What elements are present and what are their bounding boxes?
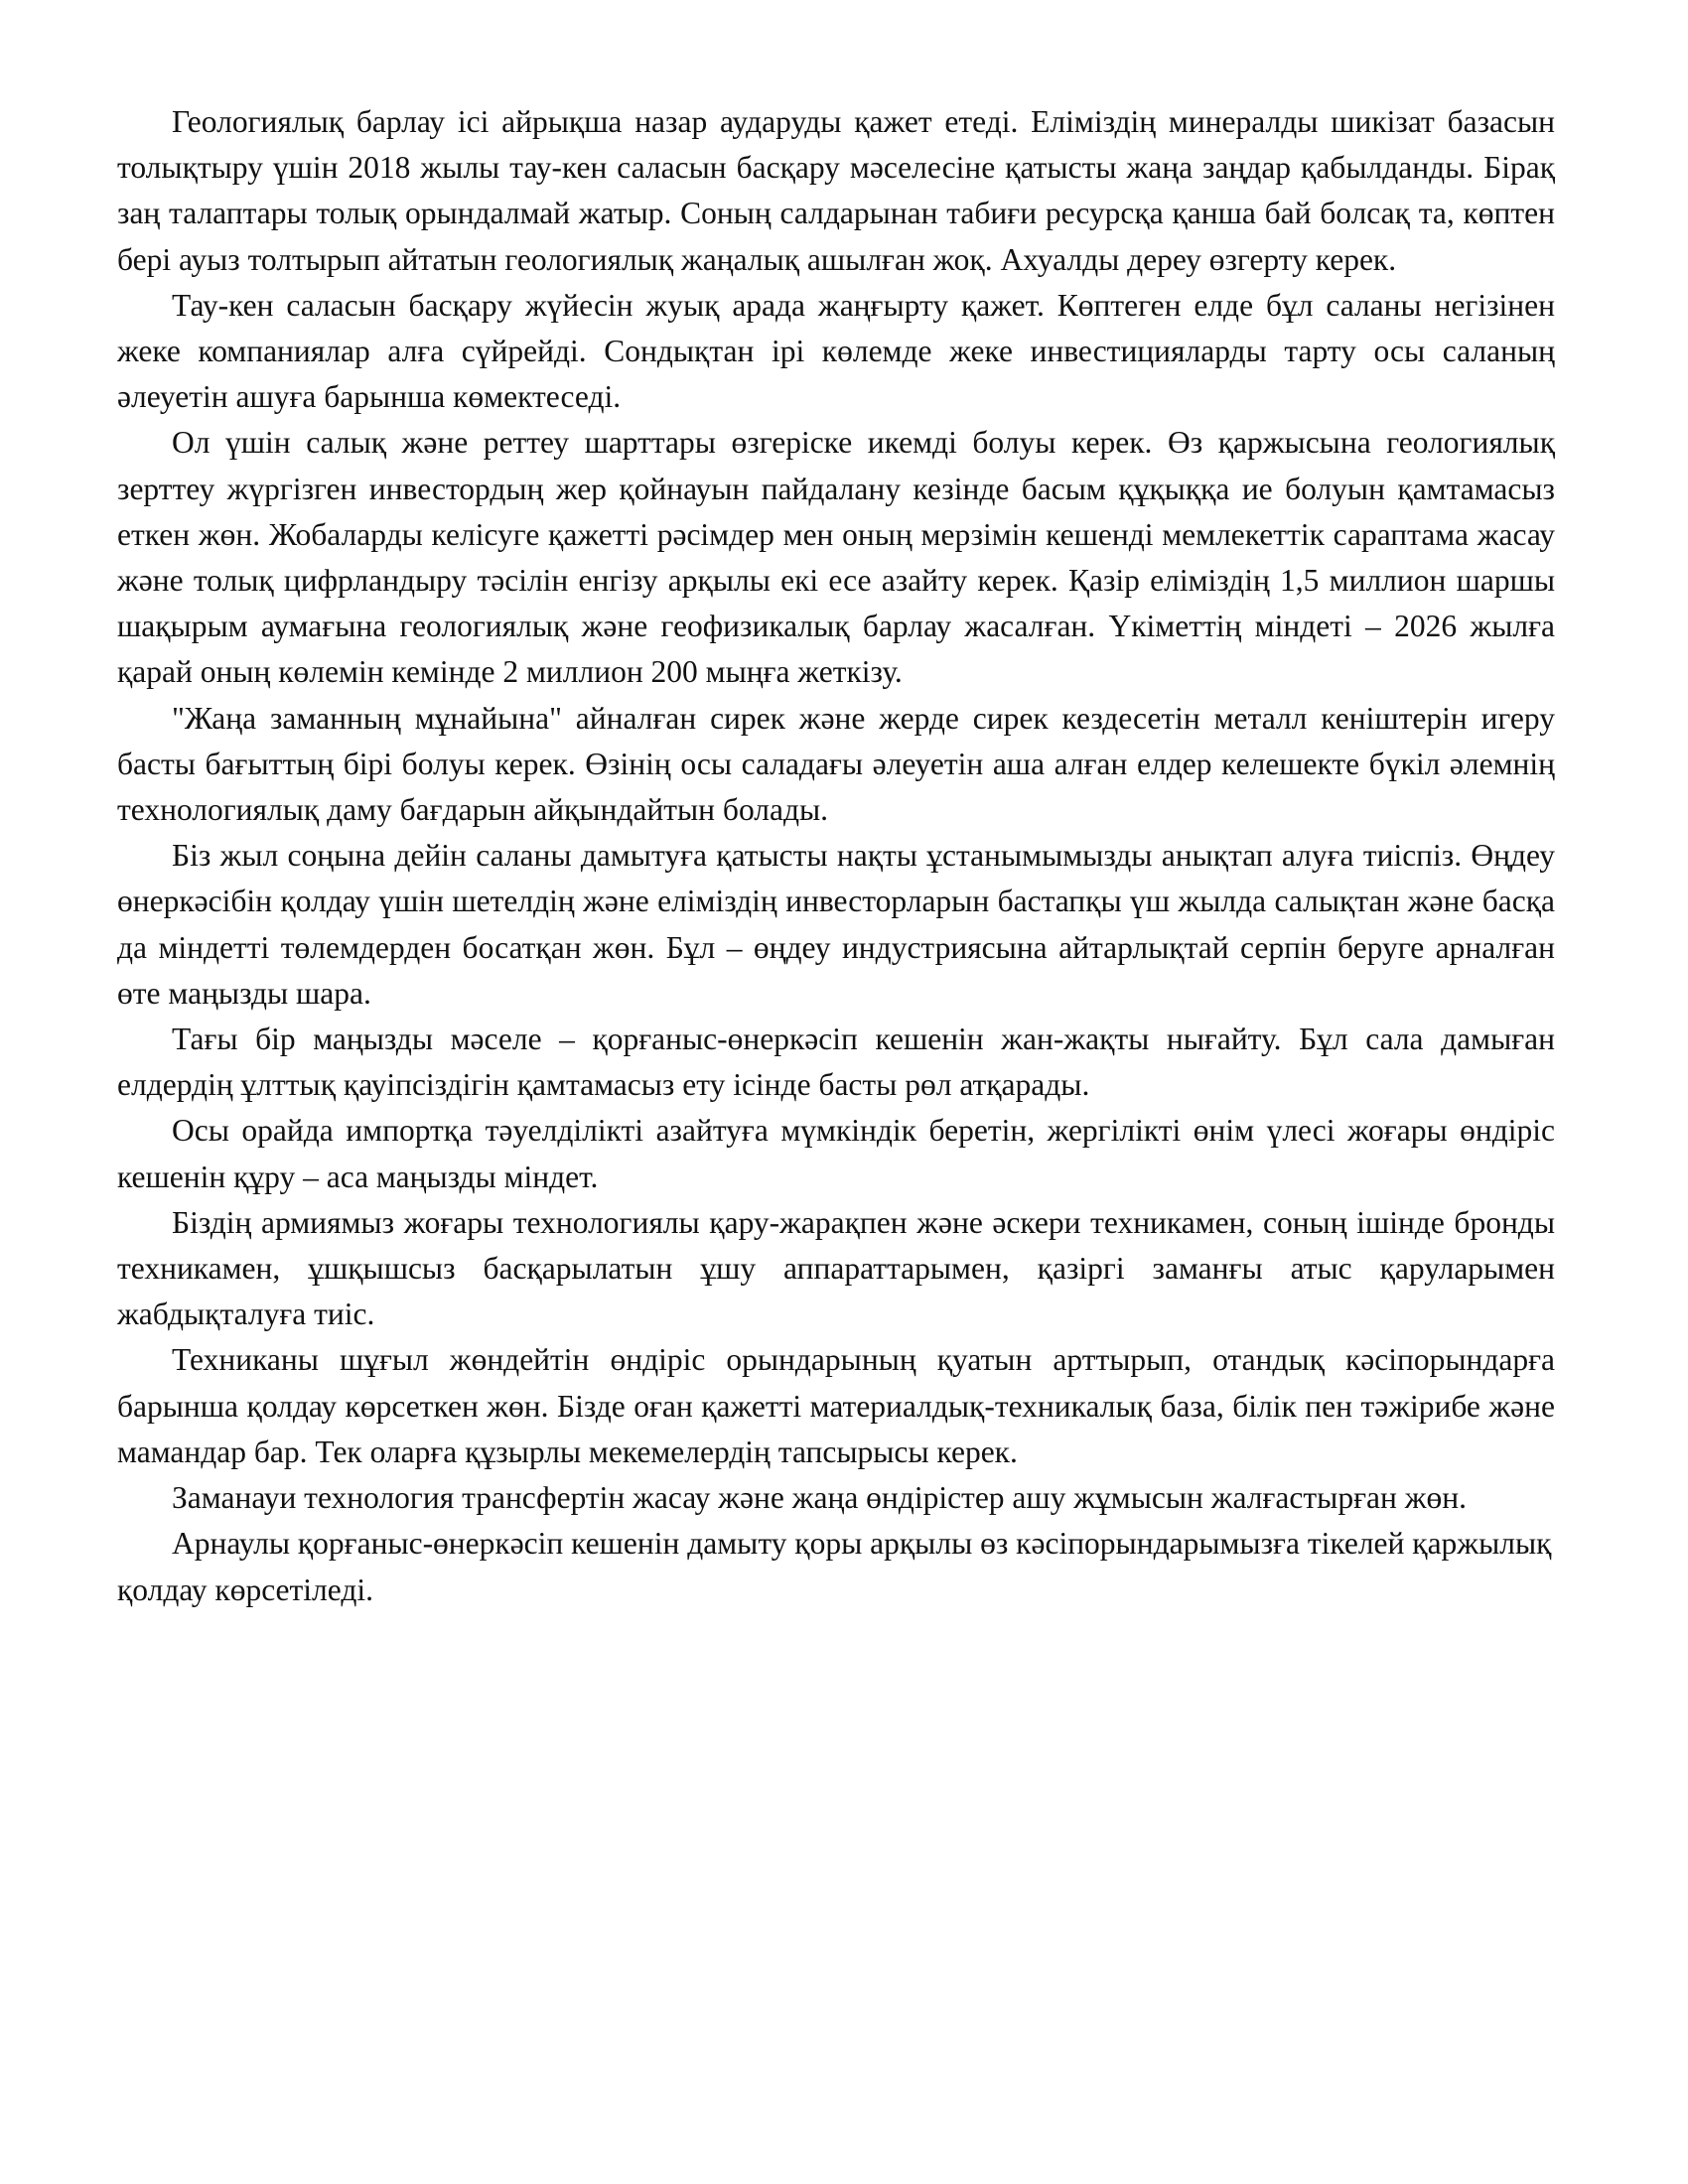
paragraph-tax-regulation: Ол үшін салық және реттеу шарттары өзгеріске икемді болуы керек. Өз қаржысына геологиялық зерттеу жүргізген инвестордың жер қойнауын пайдалану кезінде басым құқыққа ие болуын қамтамасыз еткен жөн. Жобаларды келісуге қажетті рәсімдер мен оның мерзімін кешенді мемлекеттік сараптама жасау және толық цифрландыру тәсілін енгізу арқылы екі есе азайту керек. Қазір еліміздің 1,5 миллион шаршы шақырым аумағына геологиялық және геофизикалық барлау жасалған. Үкіметтің міндеті – 2026 жылға қарай оның көлемін кемінде 2 миллион 200 мыңға жеткізу. [117, 425, 1555, 690]
paragraph-technology-transfer: Заманауи технология трансфертін жасау және жаңа өндірістер ашу жұмысын жалғастырған жөн. [172, 1480, 1467, 1516]
paragraph-mining-modernization: Тау-кен саласын басқару жүйесін жуық арада жаңғырту қажет. Көптеген елде бұл саланы негізінен жеке компаниялар алға сүйрейді. Сондықтан ірі көлемде жеке инвестицияларды тарту осы саланың әлеуетін ашуға барынша көмектеседі. [117, 287, 1555, 415]
paragraph-import-dependence: Осы орайда импортқа тәуелділікті азайтуға мүмкіндік беретін, жергілікті өнім үлесі жоғары өндіріс кешенін құру – аса маңызды міндет. [117, 1113, 1555, 1194]
paragraph-repair-capacity: Техниканы шұғыл жөндейтін өндіріс орындарының қуатын арттырып, отандық кәсіпорындарға барынша қолдау көрсеткен жөн. Бізде оған қажетті материалдық-техникалық база, білік пен тәжірибе және мамандар бар. Тек оларға құзырлы мекемелердің тапсырысы керек. [117, 1342, 1555, 1469]
paragraph-defense-industry: Тағы бір маңызды мәселе – қорғаныс-өнеркәсіп кешенін жан-жақты нығайту. Бұл сала дамыған елдердің ұлттық қауіпсіздігін қамтамасыз ету ісінде басты рөл атқарады. [117, 1022, 1555, 1103]
paragraph-processing-industry: Біз жыл соңына дейін саланы дамытуға қатысты нақты ұстанымымызды анықтап алуға тиіспіз. Өңдеу өнеркәсібін қолдау үшін шетелдің және еліміздің инвесторларын бастапқы үш жылда салықтан және басқа да міндетті төлемдерден босатқан жөн. Бұл – өңдеу индустриясына айтарлықтай серпін беруге арналған өте маңызды шара. [117, 838, 1555, 1011]
paragraph-army-equipment: Біздің армиямыз жоғары технологиялы қару-жарақпен және әскери техникамен, соның ішінде бронды техникамен, ұшқышсыз басқарылатын ұшу аппараттарымен, қазіргі заманғы атыс қаруларымен жабдықталуға тиіс. [117, 1204, 1555, 1332]
paragraph-geological-exploration: Геологиялық барлау ісі айрықша назар аударуды қажет етеді. Еліміздің минералды шикізат базасын толықтыру үшін 2018 жылы тау-кен саласын басқару мәселесіне қатысты жаңа заңдар қабылданды. Бірақ заң талаптары толық орындалмай жатыр. Соның салдарынан табиғи ресурсқа қанша бай болсақ та, көптен бері ауыз толтырып айтатын геологиялық жаңалық ашылған жоқ. Ахуалды дереу өзгерту керек. [117, 104, 1555, 277]
document-body [117, 99, 1555, 1613]
paragraph-rare-metals: "Жаңа заманның мұнайына" айналған сирек және жерде сирек кездесетін металл кеніштерін игеру басты бағыттың бірі болуы керек. Өзінің осы саладағы әлеуетін аша алған елдер келешекте бүкіл әлемнің технологиялық даму бағдарын айқындайтын болады. [117, 700, 1555, 828]
paragraph-development-fund: Арнаулы қорғаныс-өнеркәсіп кешенін дамыту қоры арқылы өз кәсіпорындарымызға тікелей қаржылық қолдау көрсетіледі. [117, 1526, 1552, 1607]
